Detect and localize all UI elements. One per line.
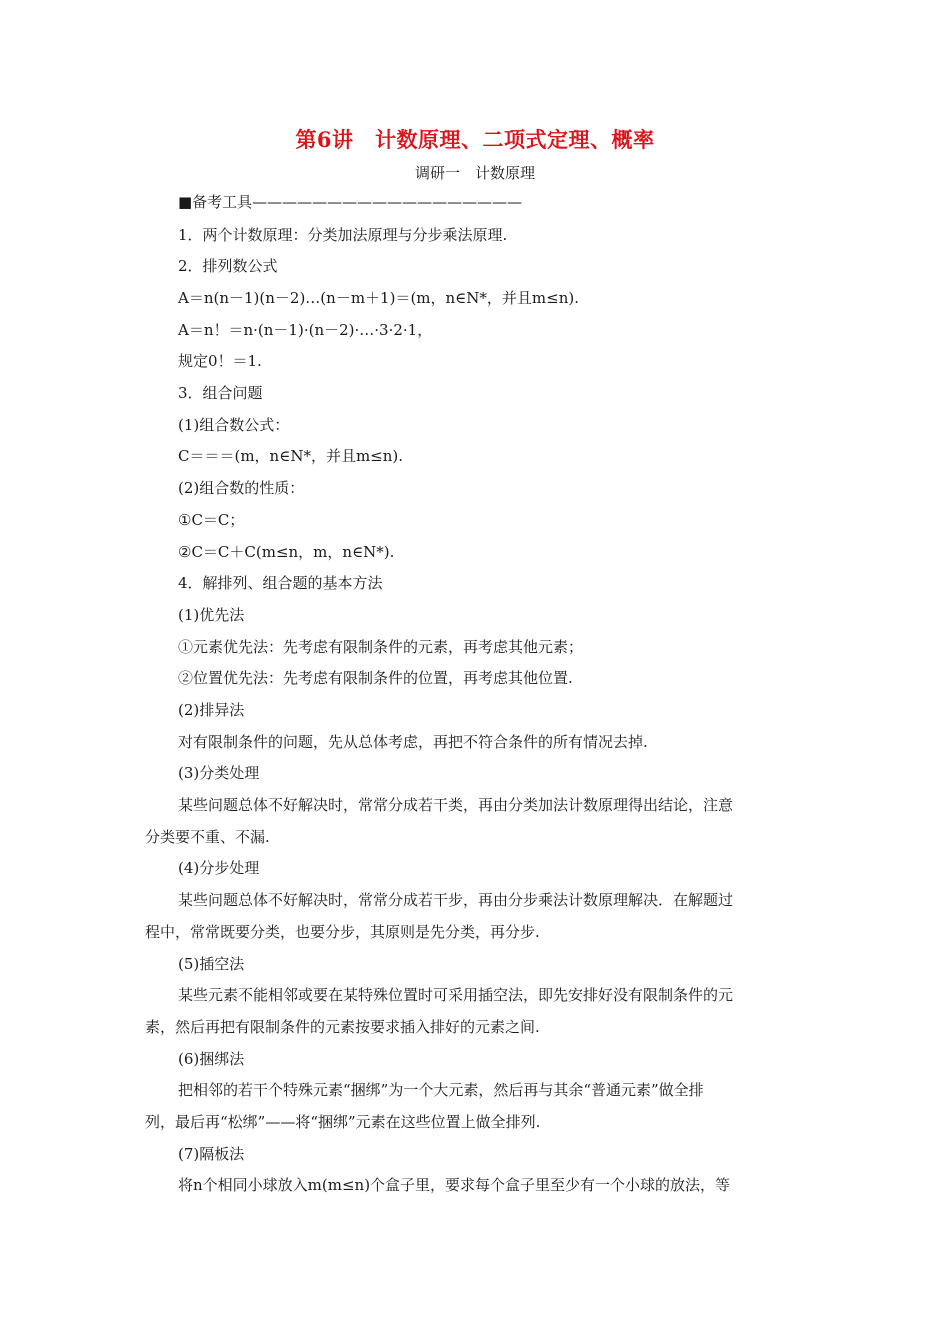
- text-line: (7)隔板法: [178, 1145, 245, 1163]
- text-line: 将n个相同小球放入m(m≤n)个盒子里，要求每个盒子里至少有一个小球的放法，等: [178, 1176, 731, 1194]
- text-line: 2．排列数公式: [178, 257, 278, 275]
- text-line: (6)捆绑法: [178, 1050, 245, 1068]
- text-line: 某些元素不能相邻或要在某特殊位置时可采用插空法，即先安排好没有限制条件的元: [178, 986, 734, 1004]
- text-line: 素，然后再把有限制条件的元素按要求插入排好的元素之间.: [145, 1018, 540, 1036]
- text-line: 3．组合问题: [178, 384, 263, 402]
- formula-line: A＝n(n－1)(n－2)…(n－m＋1)＝(m，n∈N*，并且m≤n).: [178, 289, 579, 307]
- text-line: 规定0！＝1.: [178, 352, 262, 370]
- text-line: (1)组合数公式：: [178, 416, 290, 434]
- text-line: 某些问题总体不好解决时，常常分成若干步，再由分步乘法计数原理解决．在解题过: [178, 891, 734, 909]
- section-subtitle: 调研一 计数原理: [414, 164, 535, 182]
- formula-line: ②C＝C＋C(m≤n，m，n∈N*).: [178, 543, 395, 561]
- text-line: (2)组合数的性质：: [178, 479, 305, 497]
- text-line: 某些问题总体不好解决时，常常分成若干类，再由分类加法计数原理得出结论，注意: [178, 796, 734, 814]
- text-line: 程中，常常既要分类，也要分步，其原则是先分类，再分步.: [145, 923, 540, 941]
- tools-heading: ■备考工具——————————————————: [178, 193, 523, 211]
- text-line: 分类要不重、不漏.: [145, 828, 270, 846]
- text-line: (3)分类处理: [178, 764, 260, 782]
- text-line: (4)分步处理: [178, 859, 260, 877]
- text-line: (5)插空法: [178, 955, 245, 973]
- text-line: 列，最后再“松绑”——将“捆绑”元素在这些位置上做全排列.: [145, 1113, 541, 1131]
- formula-line: ①C＝C；: [178, 511, 245, 529]
- text-line: 4．解排列、组合题的基本方法: [178, 574, 383, 592]
- text-line: 对有限制条件的问题，先从总体考虑，再把不符合条件的所有情况去掉.: [178, 733, 648, 751]
- text-line: ①元素优先法：先考虑有限制条件的元素，再考虑其他元素；: [178, 638, 584, 656]
- text-line: (2)排异法: [178, 701, 245, 719]
- formula-line: C＝＝＝(m，n∈N*，并且m≤n).: [178, 447, 404, 465]
- formula-line: A＝n！＝n·(n－1)·(n－2)·…·3·2·1，: [178, 321, 433, 339]
- text-line: 1．两个计数原理：分类加法原理与分步乘法原理.: [178, 226, 508, 244]
- text-line: 把相邻的若干个特殊元素“捆绑”为一个大元素，然后再与其余“普通元素”做全排: [178, 1081, 704, 1099]
- text-line: (1)优先法: [178, 606, 245, 624]
- text-line: ②位置优先法：先考虑有限制条件的位置，再考虑其他位置.: [178, 669, 573, 687]
- lecture-title: 第6讲 计数原理、二项式定理、概率: [295, 127, 655, 152]
